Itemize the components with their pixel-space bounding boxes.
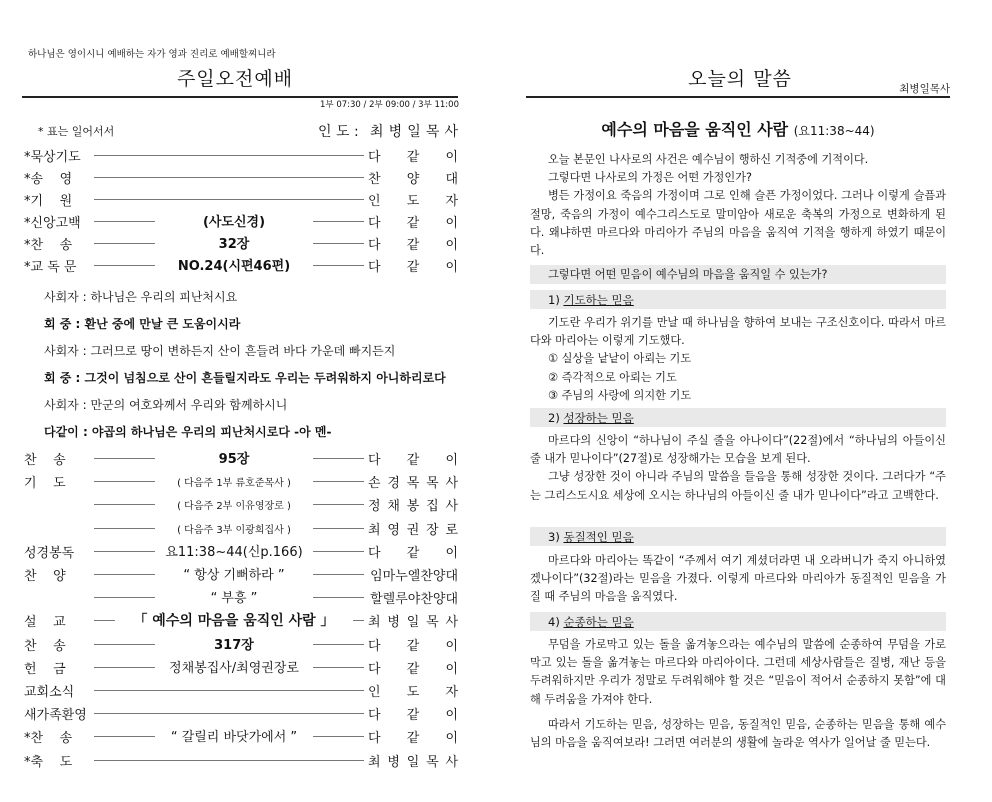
officiant-char: 같 (406, 661, 420, 677)
row-officiant (368, 658, 458, 677)
officiant-char: 이 (445, 260, 458, 275)
officiant-char: 다 (368, 638, 381, 654)
row-item: 「 예수의 마음을 움직인 사람 」 (133, 613, 335, 630)
row-officiant (368, 751, 458, 770)
row-item: 317장 (214, 637, 254, 653)
worship-row (24, 188, 458, 210)
row-officiant (368, 542, 458, 561)
row-officiant (368, 146, 458, 165)
row-item: 95장 (218, 452, 250, 467)
worship-row (24, 447, 458, 469)
row-label: *신앙고백 (24, 216, 81, 231)
officiant-char: 할렐루야찬양대 (370, 592, 458, 608)
row-label: 찬 양 (24, 569, 66, 584)
officiant-char: 다 (368, 260, 381, 275)
officiant-char: 이 (445, 661, 458, 677)
body-line: 기도란 우리가 위기를 만날 때 하나님을 향하여 보내는 구조신호이다. 따라서 마르다와 마리아는 이렇게 기도했다. (530, 316, 946, 348)
officiant-char: 이 (445, 238, 458, 253)
worship-row (24, 210, 458, 232)
officiant-char: 같 (406, 453, 420, 468)
officiant-char: 병 (387, 615, 400, 631)
section-title: 성장하는 믿음 (563, 411, 634, 425)
row-label: 찬 송 (24, 638, 66, 654)
officiant-char: 목 (406, 476, 420, 492)
row-label: 새가족환영 (24, 708, 87, 724)
officiant-char: 같 (406, 260, 420, 275)
body-line: 마르다의 신앙이 “하나님이 주실 줄을 아나이다”(22절)에서 “하나님의 아들이신 줄 내가 믿나이다”(27절)로 성장해가는 모습을 보게 된다. (530, 434, 946, 466)
officiant-char: 최 (368, 754, 381, 770)
conclusion (530, 716, 946, 752)
row-officiant (358, 588, 458, 607)
leader-line (313, 221, 364, 222)
row-item: NO.24(시편46편) (177, 259, 291, 274)
officiant-char: 찬 (368, 172, 381, 187)
officiant-char: 일 (407, 124, 421, 140)
leader-line (94, 458, 155, 459)
leader-line (94, 713, 364, 714)
officiant-char: 목 (426, 615, 439, 631)
row-officiant (368, 635, 458, 654)
officiant-char: 자 (445, 685, 458, 700)
author: 최병일목사 (899, 83, 950, 95)
officiant-char: 자 (445, 194, 458, 209)
officiant-char: 이 (445, 150, 458, 165)
leader-line (94, 667, 155, 668)
row-item: ( 다음주 1부 류호준목사 ) (177, 478, 291, 490)
officiant-char: 이 (445, 708, 458, 724)
leader-line (313, 481, 364, 482)
section-num: 4) (548, 615, 560, 629)
officiant-char: 정 (368, 499, 381, 515)
sermon-title (528, 117, 948, 140)
leader-line (94, 243, 155, 244)
leader-line (313, 551, 364, 552)
row-officiant (368, 449, 458, 468)
officiant-char: 같 (406, 731, 420, 747)
officiant-char: 다 (368, 708, 381, 724)
intro (530, 151, 946, 260)
congregation-line: 다같이 : 야곱의 하나님은 우리의 피난처시로다 -아 멘- (44, 425, 332, 439)
row-officiant (368, 472, 458, 491)
officiant-char: 장 (426, 522, 439, 538)
body-line: ① 실상을 낱낱이 아뢰는 기도 (548, 352, 692, 366)
worship-row (24, 656, 458, 678)
row-officiant (368, 495, 458, 514)
worship-row (24, 633, 458, 655)
leader-line (313, 667, 364, 668)
row-item: 정채봉집사/최영권장로 (169, 660, 299, 676)
row-item: “ 갈릴리 바닷가에서 ” (170, 730, 298, 746)
officiant-char: 병 (388, 124, 403, 140)
leader-line (94, 177, 364, 178)
row-item: 32장 (218, 237, 250, 252)
officiant-char: 다 (368, 545, 381, 561)
officiant-char: 다 (368, 453, 381, 468)
row-item: 요11:38~44(신p.166) (165, 544, 303, 560)
section-head-2 (548, 410, 634, 426)
leader-line (94, 644, 155, 645)
leader-line (94, 551, 155, 552)
leader-line (313, 644, 364, 645)
officiant-char: 임마누엘찬양대 (370, 569, 458, 584)
officiant-char: 도 (406, 685, 420, 700)
section-body-4 (530, 636, 946, 709)
officiant-char: 인 (368, 194, 381, 209)
row-label: *송 영 (24, 172, 73, 187)
row-item: ( 다음주 2부 이유영장로 ) (177, 501, 291, 513)
officiant-char: 다 (368, 661, 381, 677)
officiant-char: 채 (387, 499, 400, 515)
worship-row (24, 517, 458, 539)
section-head-1 (548, 292, 634, 308)
officiant-char: 사 (445, 476, 458, 492)
section-body-1 (530, 314, 946, 405)
row-label: *기 원 (24, 194, 73, 209)
row-label: *찬 송 (24, 238, 73, 253)
officiant-char: 같 (406, 545, 420, 561)
officiant-char: 이 (445, 731, 458, 747)
officiant-char: 사 (445, 615, 458, 631)
leader-line-text: 사회자 : 만군의 여호와께서 우리와 함께하시니 (44, 398, 288, 412)
leader-line (313, 597, 364, 598)
section-head-4 (548, 614, 634, 630)
leader-line (313, 574, 364, 575)
officiant-char: 양 (406, 172, 420, 187)
section-title: 동질적인 믿음 (563, 530, 634, 544)
officiant-char: 목 (425, 124, 440, 140)
officiant-char: 사 (445, 754, 458, 770)
leader-label: 인 도 : (318, 124, 359, 140)
row-officiant (368, 168, 458, 187)
officiant-char: 다 (368, 150, 381, 165)
leader-line (94, 597, 155, 598)
worship-row (24, 609, 458, 631)
section-num: 2) (548, 411, 560, 425)
officiant-char: 로 (445, 522, 458, 538)
leader-line (313, 504, 364, 505)
service-times: 1부 07:30 / 2부 09:00 / 3부 11:00 (320, 100, 459, 110)
sermon-ref: (요11:38~44) (793, 124, 875, 138)
row-item: “ 부흥 ” (210, 591, 258, 607)
page-title: 주일오전예배 (176, 68, 294, 90)
leader-line (94, 620, 115, 621)
officiant-char: 이 (445, 545, 458, 561)
body-line: ③ 주님의 사랑에 의지한 기도 (548, 388, 692, 402)
officiant-char: 인 (368, 685, 381, 700)
row-label: *찬 송 (24, 731, 73, 747)
leader-line-text: 사회자 : 하나님은 우리의 피난처시요 (44, 290, 238, 304)
section-body-2 (530, 432, 946, 505)
officiant-char: 목 (426, 476, 439, 492)
body-line: 그냥 성장한 것이 아니라 주님의 말씀을 들음을 통해 성장한 것이다. 그러다가 “주는 그리스도시요 세상에 오시는 하나님의 아들이신 줄 내가 믿나이다”라고 고백한다. (530, 470, 946, 502)
officiant-char: 이 (445, 638, 458, 654)
officiant-char: 사 (444, 124, 458, 140)
row-label: *교 독 문 (24, 260, 77, 275)
worship-row (24, 232, 458, 254)
row-officiant (358, 565, 458, 584)
section-head-3 (548, 529, 634, 545)
worship-row (24, 166, 458, 188)
officiant-char: 같 (406, 708, 420, 724)
row-officiant (368, 727, 458, 746)
leader-line (94, 574, 155, 575)
leader-line (94, 760, 364, 761)
row-label: 기 도 (24, 476, 66, 492)
worship-row (24, 725, 458, 747)
row-officiant (368, 190, 458, 209)
row-officiant (368, 681, 458, 700)
officiant-char: 최 (370, 124, 384, 140)
stand-note: * 표는 일어서서 (38, 125, 115, 138)
row-officiant (368, 519, 458, 538)
row-officiant (368, 212, 458, 231)
section-title: 기도하는 믿음 (563, 293, 634, 307)
body-line: 마르다와 마리아는 똑같이 “주께서 여기 계셨더라면 내 오라버니가 죽지 아니하였겠나이다”(32절)라는 믿음을 가졌다. 이렇게 마르다와 마리아가 동질적인 믿음을 가질 때 주님의 마음을 움직였다. (530, 554, 946, 604)
officiant-char: 도 (406, 194, 420, 209)
row-label: 설 교 (24, 615, 66, 631)
intro-line: 그렇다면 나사로의 가정은 어떤 가정인가? (548, 171, 752, 185)
row-item: “ 항상 기뻐하라 ” (183, 568, 285, 583)
leader-line-text: 사회자 : 그러므로 땅이 변하든지 산이 흔들려 바다 가운데 빠지든지 (44, 344, 396, 358)
worship-row (24, 144, 458, 166)
officiant-char: 대 (445, 172, 458, 187)
worship-row (24, 540, 458, 562)
officiant-char: 같 (406, 238, 420, 253)
worship-row (24, 493, 458, 515)
leader-line (94, 481, 155, 482)
leader-line (313, 265, 364, 266)
worship-row (24, 702, 458, 724)
officiant-char: 권 (406, 522, 420, 538)
leader-line (313, 528, 364, 529)
officiant-char: 최 (368, 522, 381, 538)
congregation-line: 회 중 : 그것이 넘침으로 산이 흔들릴지라도 우리는 두려워하지 아니하리로다 (44, 371, 446, 385)
officiant-char: 최 (368, 615, 381, 631)
leader-line (94, 221, 155, 222)
officiant-char: 다 (368, 238, 381, 253)
worship-row (24, 470, 458, 492)
row-item: ( 다음주 3부 이광희집사 ) (177, 524, 291, 536)
leader-line (94, 690, 364, 691)
leader-line (94, 199, 364, 200)
worship-row (24, 563, 458, 585)
question-text: 그렇다면 어떤 믿음이 예수님의 마음을 움직일 수 있는가? (548, 268, 828, 281)
officiant-char: 병 (387, 754, 400, 770)
body-line: 무덤을 가로막고 있는 돌을 옮겨놓으라는 예수님의 말씀에 순종하여 무덤을 가로막고 있는 돌을 옮겨놓는 마르다와 마리아이다. 그런데 세상사람들은 질병, 재난 등을 두려워하지만 우리가 정말로 두려워해야 할 것은 “믿음이 적어서 순종하지 못함”에 대해 두려움을 가져야 한다. (530, 638, 946, 706)
officiant-char: 같 (406, 150, 420, 165)
leader-line (94, 265, 155, 266)
row-officiant (368, 611, 458, 630)
officiant-char: 영 (387, 522, 400, 538)
worship-row (24, 679, 458, 701)
officiant-char: 봉 (406, 499, 420, 515)
officiant-char: 이 (445, 453, 458, 468)
leader-line (353, 620, 364, 621)
sermon-title-text: 예수의 마음을 움직인 사람 (601, 120, 789, 139)
officiant-char: 경 (387, 476, 400, 492)
intro-line: 오늘 본문인 나사로의 사건은 예수님이 행하신 기적중에 기적이다. (548, 153, 869, 166)
officiant-char: 다 (368, 731, 381, 747)
question (530, 266, 946, 284)
leader-line (313, 736, 364, 737)
officiant-char: 같 (406, 638, 420, 654)
worship-row (24, 586, 458, 608)
leader-line (313, 458, 364, 459)
row-item: (사도신경) (202, 215, 266, 230)
body-line: ② 즉각적으로 아뢰는 기도 (548, 370, 677, 384)
row-label: 찬 송 (24, 453, 66, 468)
leader-line (94, 528, 155, 529)
worship-row (24, 749, 458, 771)
leader-line (313, 243, 364, 244)
officiant-char: 같 (406, 216, 420, 231)
row-officiant (368, 704, 458, 723)
motto: 하나님은 영이시니 예배하는 자가 영과 진리로 예배할찌니라 (28, 49, 276, 60)
row-label: 교회소식 (24, 685, 75, 700)
leader-line (94, 155, 364, 156)
section-num: 3) (548, 530, 560, 544)
row-label: 성경봉독 (24, 545, 75, 561)
leader-line (94, 736, 155, 737)
officiant-char: 일 (406, 615, 420, 631)
intro-line: 병든 가정이요 죽음의 가정이며 그로 인해 슬픈 가정이었다. 그러나 이렇게 슬픔과 절망, 죽음의 가정이 예수그리스도로 말미암아 새로운 축복의 가정으로 변화하게 된다. 왜냐하면 마르다와 마리아가 주님의 마음을 움직여 기적을 행하게 하였기 때문이다. (530, 189, 946, 258)
officiant-char: 손 (368, 476, 381, 492)
section-body-3 (530, 552, 946, 607)
row-label: 헌 금 (24, 661, 66, 677)
row-label: *묵상기도 (24, 150, 81, 165)
officiant-char: 다 (368, 216, 381, 231)
leader-name (370, 121, 458, 141)
officiant-char: 사 (445, 499, 458, 515)
row-officiant (368, 256, 458, 275)
row-officiant (368, 234, 458, 253)
officiant-char: 일 (406, 754, 420, 770)
officiant-char: 이 (445, 216, 458, 231)
officiant-char: 목 (426, 754, 439, 770)
right-title-rule (526, 96, 950, 98)
today-word-title: 오늘의 말씀 (688, 68, 792, 90)
congregation-line: 회 중 : 환난 중에 만날 큰 도움이시라 (44, 317, 241, 331)
row-label: *축 도 (24, 754, 73, 770)
leader-line (94, 504, 155, 505)
section-num: 1) (548, 293, 560, 307)
conclusion-text: 따라서 기도하는 믿음, 성장하는 믿음, 동질적인 믿음, 순종하는 믿음을 통해 예수님의 마음을 움직여보라! 그러면 여러분의 생활에 놀라운 역사가 일어날 줄 믿는다. (530, 718, 946, 750)
officiant-char: 집 (426, 499, 439, 515)
section-title: 순종하는 믿음 (563, 615, 634, 629)
worship-row (24, 254, 458, 276)
